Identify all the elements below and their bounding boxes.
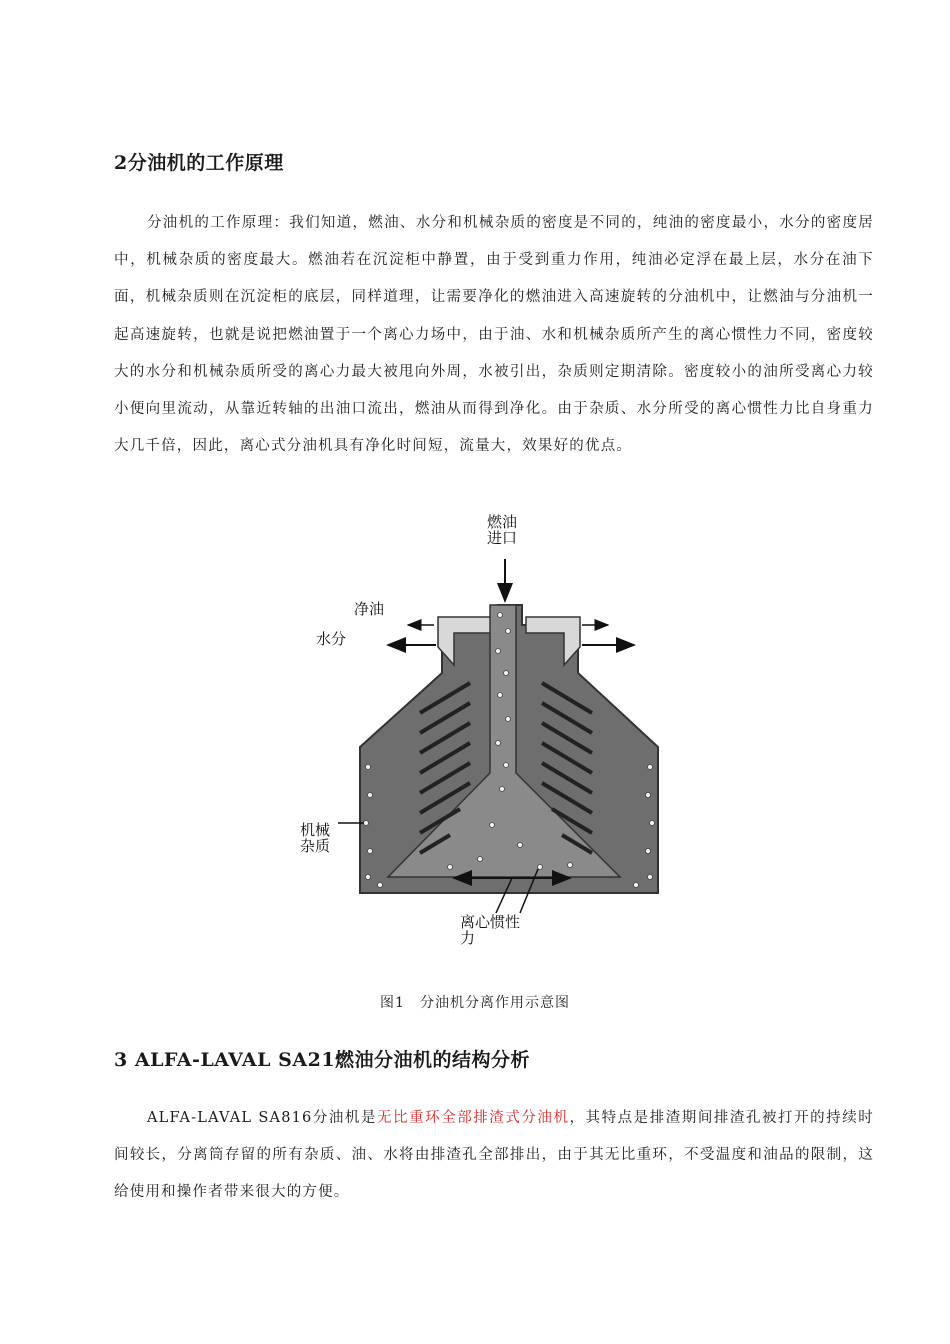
separator-diagram <box>280 505 680 955</box>
section-2-paragraph: 分油机的工作原理：我们知道，燃油、水分和机械杂质的密度是不同的，纯油的密度最小，水分的密度居中，机械杂质的密度最大。燃油若在沉淀柜中静置，由于受到重力作用，纯油必定浮在最上层，水分在油下面，机械杂质则在沉淀柜的底层，同样道理，让需要净化的燃油进入高速旋转的分油机中，让燃油与分油机一起高速旋转，也就是说把燃油置于一个离心力场中，由于油、水和机械杂质所产生的离心惯性力不同，密度较大的水分和机械杂质所受的离心力最大被甩向外周，水被引出，杂质则定期清除。密度较小的油所受离心力较小便向里流动，从靠近转轴的出油口流出，燃油从而得到净化。由于杂质、水分所受的离心惯性力比自身重力大几千倍，因此，离心式分油机具有净化时间短，流量大，效果好的优点。 <box>114 215 874 455</box>
inlet-label: 燃油 <box>486 513 518 531</box>
centrifugal-force-label: 离心惯性 <box>460 913 521 931</box>
centrifugal-force-label-2: 力 <box>460 929 476 947</box>
impurity-label: 机械 <box>300 821 331 839</box>
section-3-heading: 3 ALFA-LAVAL SA21燃油分油机的结构分析 <box>114 1049 531 1071</box>
water-label: 水分 <box>316 630 347 648</box>
section-2-heading: 2分油机的工作原理 <box>114 152 284 174</box>
paragraph-prefix: ALFA-LAVAL SA816分油机是 <box>147 1110 377 1126</box>
inlet-label-2: 进口 <box>486 529 518 547</box>
highlighted-term: 无比重环全部排渣式分油机 <box>376 1110 570 1126</box>
clean-oil-label: 净油 <box>354 600 385 618</box>
figure-caption: 图1 分油机分离作用示意图 <box>380 995 570 1011</box>
impurity-label-2: 杂质 <box>300 837 331 855</box>
section-3-paragraph <box>114 1100 874 1212</box>
paragraph-suffix: ，其特点是排渣期间排渣孔被打开的持续时间较长，分离筒存留的所有杂质、油、水将由排渣孔全部排出，由于其无比重环，不受温度和油品的限制，这给使用和操作者带来很大的方便。 <box>114 1110 874 1201</box>
